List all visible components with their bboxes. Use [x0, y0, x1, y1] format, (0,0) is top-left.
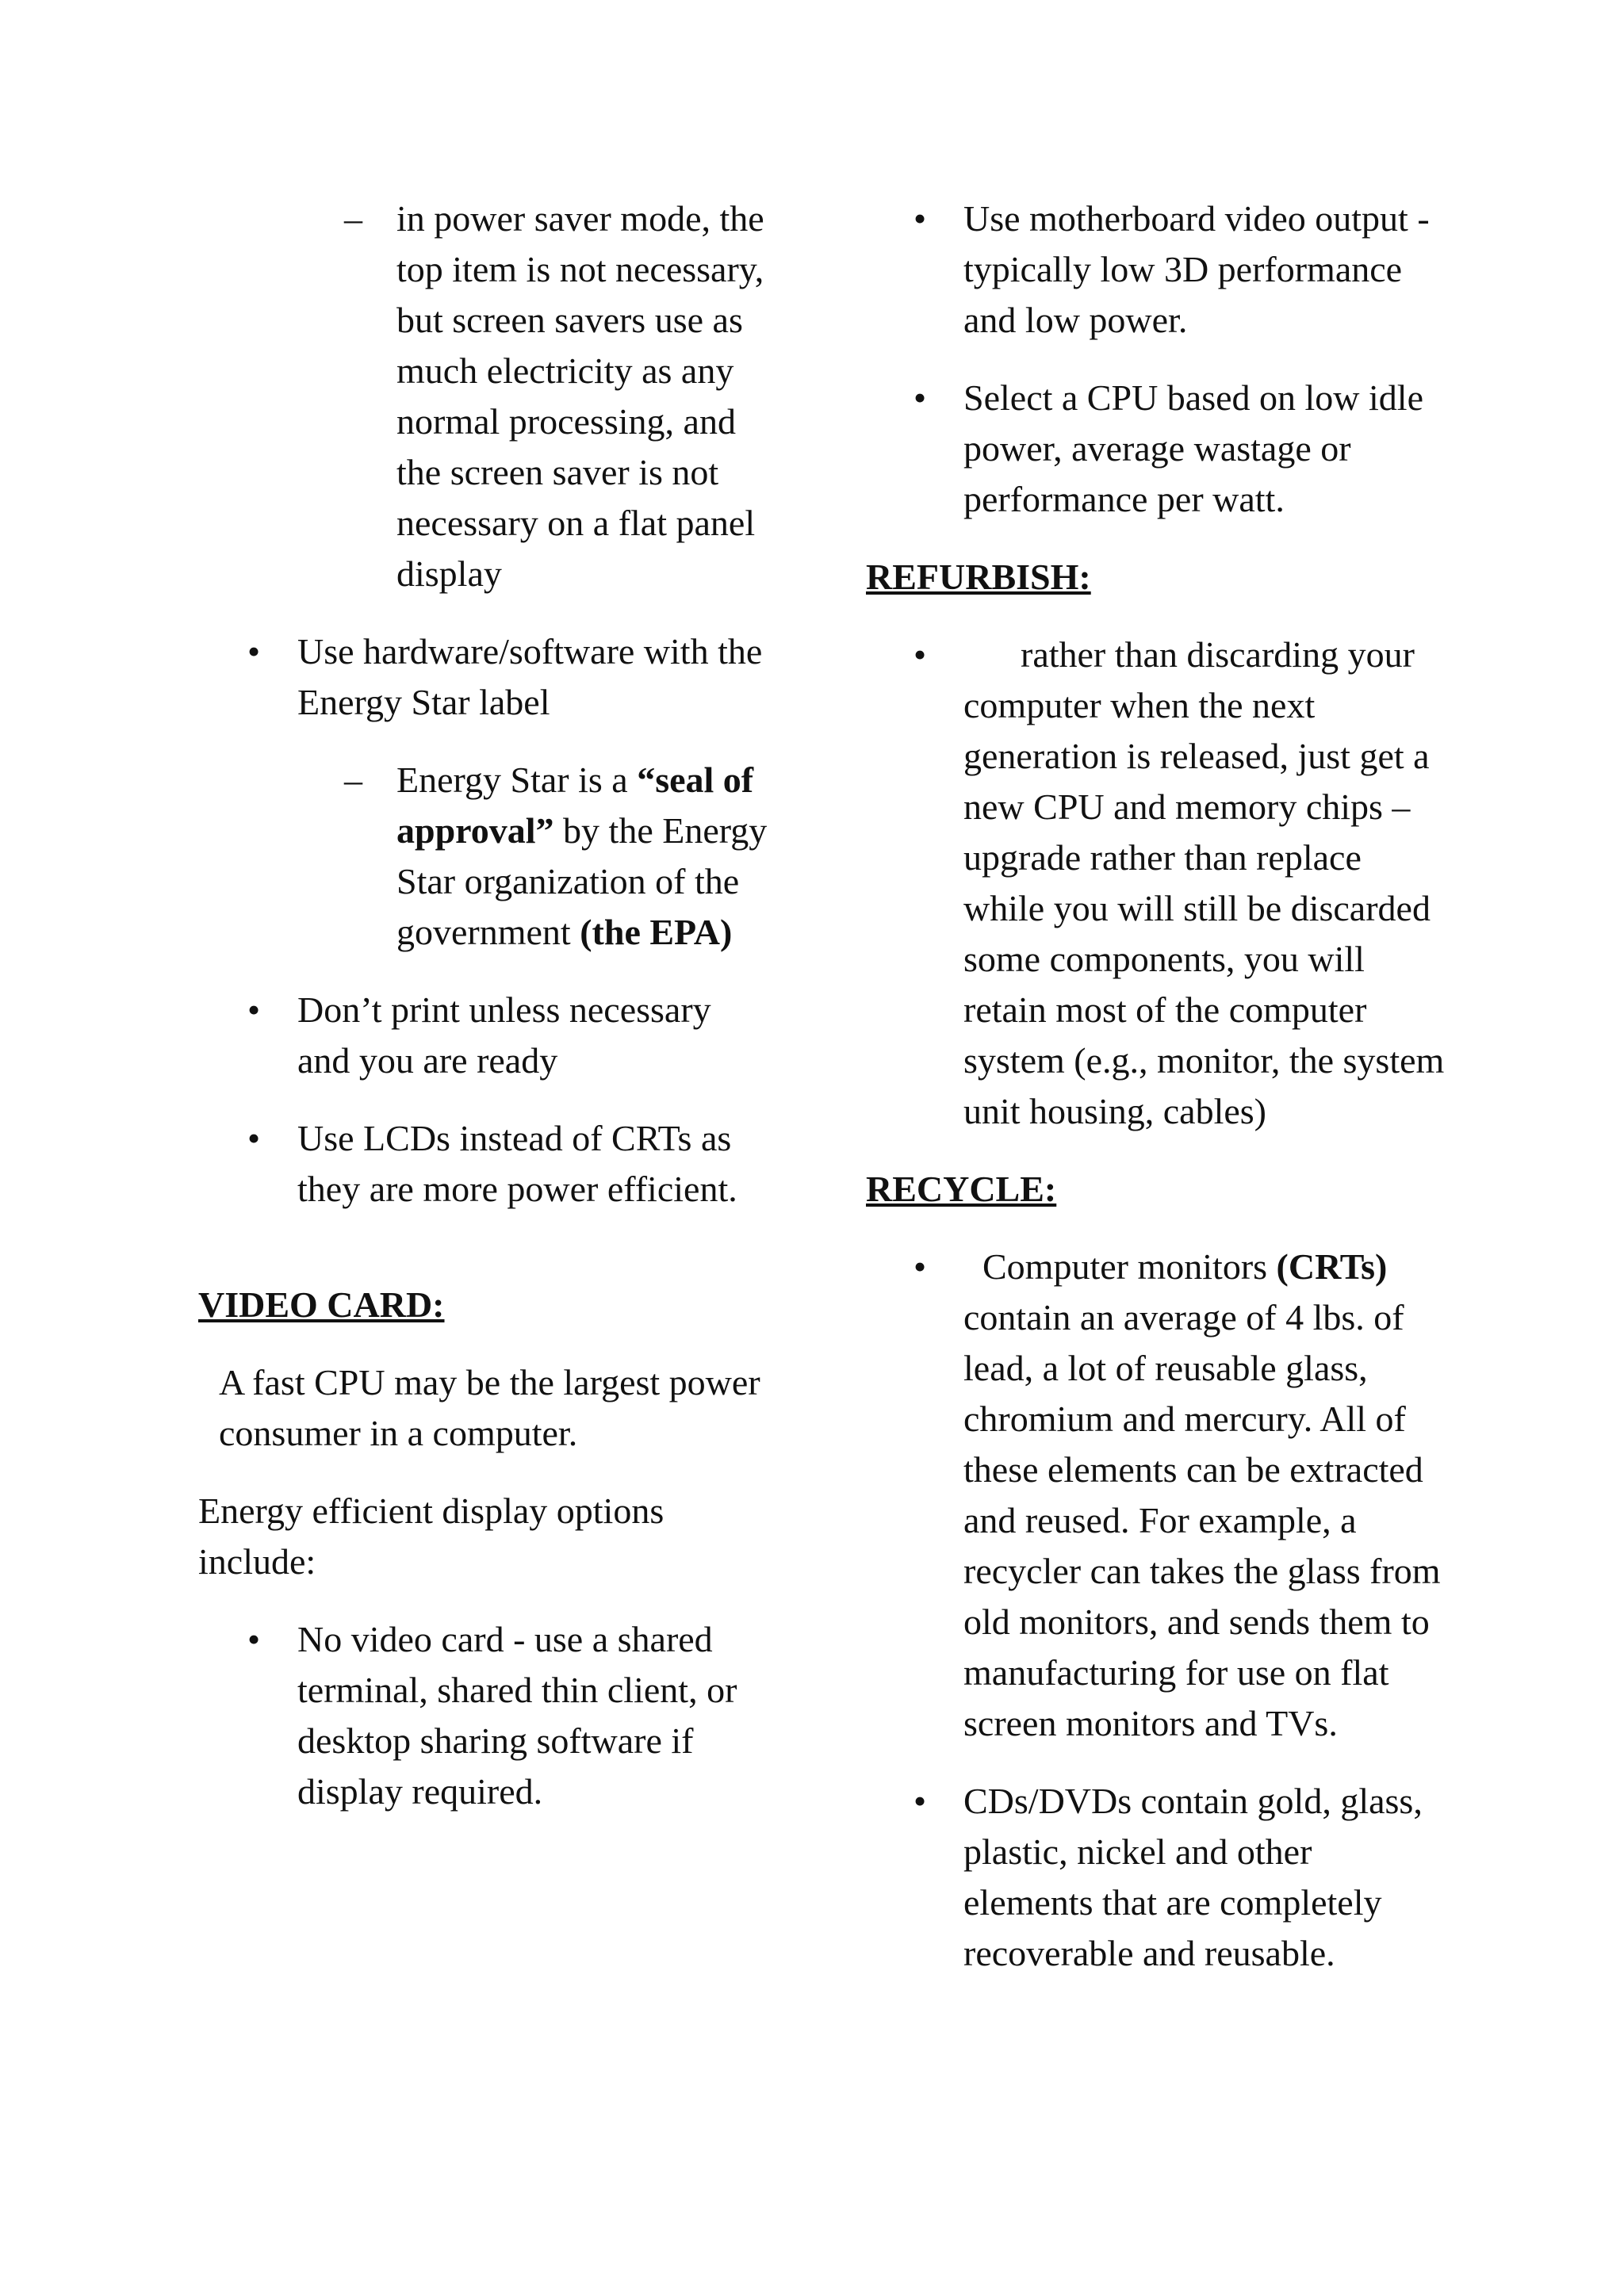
paragraph: Energy efficient display options include:	[198, 1490, 665, 1582]
dash-marker: –	[344, 198, 362, 239]
section-heading-refurbish: REFURBISH:	[866, 557, 1091, 597]
text-run: by the Energy Star organization of the government	[396, 810, 768, 952]
list-item-text: Select a CPU based on low idle power, average wastage or performance per watt.	[963, 377, 1424, 519]
bullet-marker: •	[914, 1246, 927, 1287]
list-item-text: CDs/DVDs contain gold, glass, plastic, nickel and other elements that are completely recoverable and reusable.	[963, 1781, 1423, 1973]
bold-text: (the EPA)	[580, 912, 733, 952]
text-run: rather than discarding your computer when the next generation is released, just get a new CPU and memory chips – upgrade rather than replace while you will still be discarded some components, you will retain most of the computer system (e.g., monitor, the system unit housing, cables)	[963, 634, 1445, 1131]
paragraph: A fast CPU may be the largest power consumer in a computer.	[219, 1362, 760, 1453]
left-column	[198, 193, 769, 1844]
bullet-marker: •	[247, 989, 261, 1030]
text-run: Energy Star is a	[396, 760, 638, 800]
list-item-text: in power saver mode, the top item is not necessary, but screen savers use as much electricity as any normal processing, and the screen saver is not necessary on a flat panel display	[396, 198, 764, 594]
section-heading-video-card: VIDEO CARD:	[198, 1284, 445, 1325]
list-item	[198, 985, 769, 1086]
list-item	[198, 626, 769, 728]
bullet-marker: •	[247, 631, 261, 672]
right-column	[866, 193, 1445, 2006]
list-item	[198, 1614, 769, 1817]
bullet-marker: •	[914, 377, 927, 418]
list-item-text	[963, 629, 1445, 1137]
list-item-text: No video card - use a shared terminal, shared thin client, or desktop sharing software if display required.	[297, 1619, 737, 1812]
bold-text: “seal of approval”	[396, 760, 754, 851]
list-item	[198, 193, 769, 599]
bullet-marker: •	[914, 1781, 927, 1821]
list-item	[866, 193, 1445, 346]
dash-marker: –	[344, 760, 362, 800]
spacer	[198, 1242, 769, 1280]
list-item-text	[963, 1242, 1445, 1749]
list-item-text: Use LCDs instead of CRTs as they are more power efficient.	[297, 1118, 737, 1209]
list-item	[198, 755, 769, 958]
list-item	[198, 1113, 769, 1215]
list-item-text: Use motherboard video output - typically low 3D performance and low power.	[963, 198, 1430, 340]
list-item	[866, 1242, 1445, 1749]
list-item-text	[396, 755, 769, 958]
section-heading-recycle: RECYCLE:	[866, 1169, 1057, 1209]
list-item	[866, 1776, 1445, 1979]
bold-text: (CRTs)	[1276, 1246, 1388, 1287]
list-item-text: Use hardware/software with the Energy Star label	[297, 631, 763, 722]
bullet-marker: •	[247, 1118, 261, 1158]
bullet-marker: •	[914, 634, 927, 675]
text-run: Computer monitors	[982, 1246, 1277, 1287]
list-item	[866, 629, 1445, 1137]
bullet-marker: •	[914, 198, 927, 239]
list-item-text: Don’t print unless necessary and you are ready	[297, 989, 711, 1081]
list-item	[866, 373, 1445, 525]
bullet-marker: •	[247, 1619, 261, 1659]
text-run: contain an average of 4 lbs. of lead, a lot of reusable glass, chromium and mercury. All of these elements can be extracted and reused. For example, a recycler can takes the glass from old monitors, and sends them to manufacturing for use on flat screen monitors and TVs.	[963, 1297, 1441, 1743]
